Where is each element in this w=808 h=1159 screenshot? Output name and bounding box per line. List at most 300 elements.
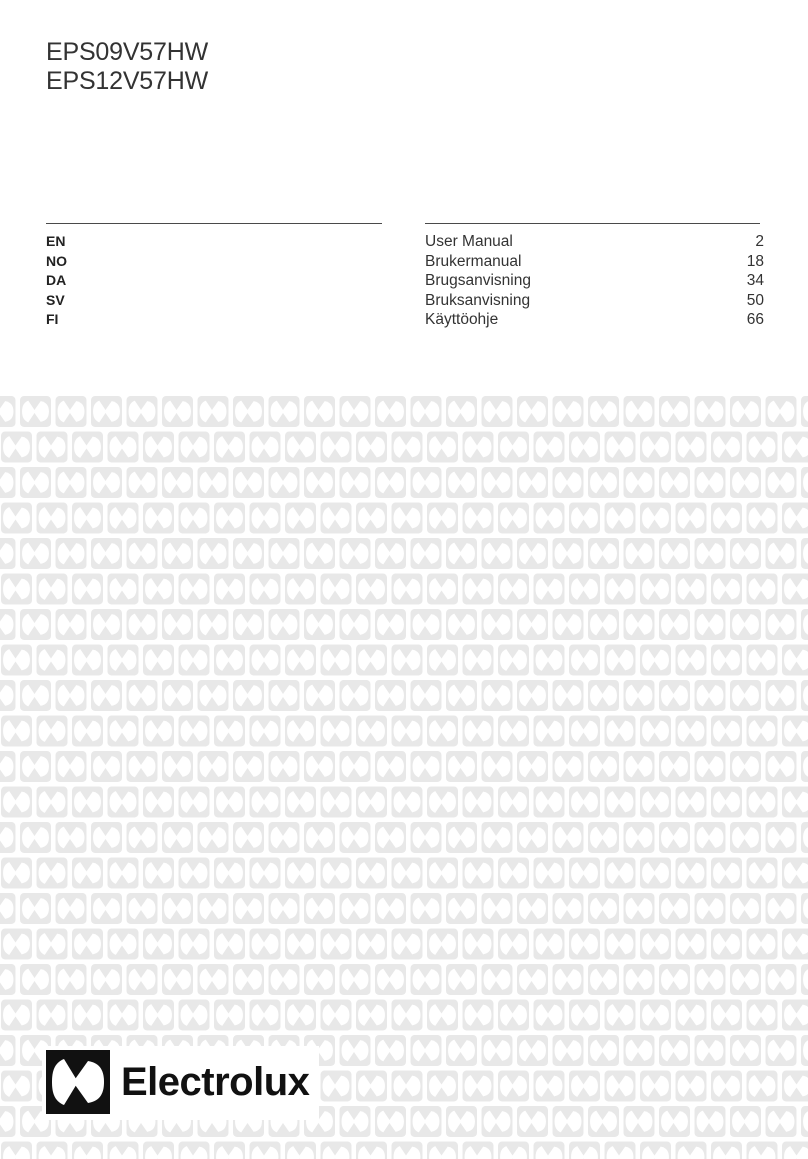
contents-row xyxy=(425,291,764,311)
pattern-tile xyxy=(214,716,245,747)
pattern-tile xyxy=(588,893,619,924)
pattern-tile xyxy=(624,396,655,427)
pattern-tile xyxy=(605,503,636,534)
pattern-tile xyxy=(0,822,16,853)
pattern-tile xyxy=(127,751,158,782)
pattern-tile xyxy=(1,503,32,534)
pattern-tile xyxy=(37,574,68,605)
pattern-tile xyxy=(782,929,808,960)
pattern-tile xyxy=(179,503,210,534)
pattern-tile xyxy=(0,538,16,569)
pattern-tile xyxy=(143,1000,174,1031)
pattern-tile xyxy=(553,609,584,640)
pattern-tile xyxy=(498,1142,529,1159)
pattern-tile xyxy=(730,893,761,924)
pattern-tile xyxy=(534,432,565,463)
pattern-tile xyxy=(375,609,406,640)
manual-title: Bruksanvisning xyxy=(425,291,531,309)
pattern-tile xyxy=(605,858,636,889)
pattern-tile xyxy=(1,1000,32,1031)
pattern-tile xyxy=(624,538,655,569)
pattern-tile xyxy=(553,822,584,853)
pattern-tile xyxy=(375,396,406,427)
pattern-tile xyxy=(446,964,477,995)
pattern-tile xyxy=(766,964,797,995)
page-number: 2 xyxy=(755,233,764,250)
pattern-tile xyxy=(553,1035,584,1066)
pattern-tile xyxy=(0,1035,16,1066)
pattern-tile xyxy=(162,964,193,995)
pattern-tile xyxy=(553,893,584,924)
pattern-tile xyxy=(747,716,778,747)
pattern-tile xyxy=(730,1035,761,1066)
pattern-tile xyxy=(392,1000,423,1031)
page-number: 50 xyxy=(746,291,764,309)
pattern-tile xyxy=(782,432,808,463)
pattern-tile xyxy=(37,787,68,818)
pattern-tile xyxy=(108,503,139,534)
pattern-tile xyxy=(640,929,671,960)
pattern-tile xyxy=(0,893,16,924)
pattern-tile xyxy=(747,1142,778,1159)
pattern-tile xyxy=(127,396,158,427)
pattern-tile xyxy=(56,964,87,995)
pattern-tile xyxy=(446,751,477,782)
pattern-tile xyxy=(463,574,494,605)
pattern-tile xyxy=(375,751,406,782)
pattern-tile xyxy=(676,1071,707,1102)
pattern-tile xyxy=(108,1142,139,1159)
pattern-tile xyxy=(624,1035,655,1066)
pattern-tile xyxy=(162,538,193,569)
pattern-tile xyxy=(801,1106,808,1137)
page-number: 18 xyxy=(746,252,764,270)
pattern-tile xyxy=(127,964,158,995)
pattern-tile xyxy=(37,432,68,463)
pattern-tile xyxy=(0,1106,16,1137)
pattern-tile xyxy=(0,964,16,995)
pattern-tile xyxy=(340,893,371,924)
pattern-tile xyxy=(411,467,442,498)
pattern-tile xyxy=(269,751,300,782)
pattern-tile xyxy=(766,751,797,782)
pattern-tile xyxy=(356,1000,387,1031)
pattern-tile xyxy=(427,929,458,960)
pattern-tile xyxy=(730,396,761,427)
pattern-tile xyxy=(517,396,548,427)
manual-title: Brukermanual xyxy=(425,252,522,270)
pattern-tile xyxy=(108,716,139,747)
pattern-tile xyxy=(782,645,808,676)
pattern-tile xyxy=(695,467,726,498)
pattern-tile xyxy=(588,467,619,498)
brand-logo xyxy=(42,1046,319,1120)
pattern-tile xyxy=(340,822,371,853)
pattern-tile xyxy=(198,609,229,640)
pattern-tile xyxy=(233,609,264,640)
pattern-tile xyxy=(356,716,387,747)
model-number: EPS09V57HW xyxy=(46,38,208,66)
pattern-tile xyxy=(91,964,122,995)
pattern-tile xyxy=(482,822,513,853)
pattern-tile xyxy=(801,893,808,924)
pattern-tile xyxy=(56,396,87,427)
pattern-tile xyxy=(605,574,636,605)
pattern-tile xyxy=(640,858,671,889)
pattern-tile xyxy=(250,858,281,889)
pattern-tile xyxy=(782,1071,808,1102)
pattern-tile xyxy=(605,929,636,960)
pattern-tile xyxy=(0,467,16,498)
pattern-tile xyxy=(0,751,16,782)
pattern-tile xyxy=(143,574,174,605)
pattern-tile xyxy=(285,929,316,960)
pattern-tile xyxy=(711,716,742,747)
pattern-tile xyxy=(676,858,707,889)
pattern-tile xyxy=(766,680,797,711)
pattern-tile xyxy=(321,1142,352,1159)
pattern-tile xyxy=(214,645,245,676)
pattern-tile xyxy=(1,1071,32,1102)
pattern-tile xyxy=(463,1000,494,1031)
pattern-tile xyxy=(695,1106,726,1137)
pattern-tile xyxy=(676,432,707,463)
pattern-tile xyxy=(143,503,174,534)
pattern-tile xyxy=(356,432,387,463)
pattern-tile xyxy=(72,1000,103,1031)
pattern-tile xyxy=(411,1106,442,1137)
pattern-tile xyxy=(711,858,742,889)
pattern-tile xyxy=(1,858,32,889)
pattern-tile xyxy=(695,538,726,569)
pattern-tile xyxy=(162,893,193,924)
pattern-tile xyxy=(747,503,778,534)
language-code: SV xyxy=(46,291,65,308)
pattern-tile xyxy=(321,432,352,463)
pattern-tile xyxy=(198,467,229,498)
pattern-tile xyxy=(676,1142,707,1159)
pattern-tile xyxy=(375,1106,406,1137)
pattern-tile xyxy=(198,751,229,782)
pattern-tile xyxy=(482,893,513,924)
pattern-tile xyxy=(304,822,335,853)
pattern-tile xyxy=(446,893,477,924)
pattern-tile xyxy=(534,645,565,676)
pattern-tile xyxy=(569,1142,600,1159)
pattern-tile xyxy=(517,680,548,711)
pattern-tile xyxy=(640,645,671,676)
page-number: 66 xyxy=(746,311,764,328)
pattern-tile xyxy=(624,467,655,498)
pattern-tile xyxy=(498,574,529,605)
pattern-tile xyxy=(605,1142,636,1159)
pattern-tile xyxy=(20,396,51,427)
pattern-tile xyxy=(588,1106,619,1137)
pattern-tile xyxy=(676,1000,707,1031)
pattern-tile xyxy=(356,858,387,889)
pattern-tile xyxy=(730,680,761,711)
manual-contents xyxy=(425,232,764,330)
pattern-tile xyxy=(0,396,16,427)
language-code: EN xyxy=(46,233,66,249)
pattern-tile xyxy=(91,467,122,498)
pattern-tile xyxy=(659,751,690,782)
pattern-tile xyxy=(321,503,352,534)
pattern-tile xyxy=(463,787,494,818)
pattern-tile xyxy=(233,538,264,569)
pattern-tile xyxy=(304,609,335,640)
pattern-tile xyxy=(37,1142,68,1159)
pattern-tile xyxy=(20,751,51,782)
pattern-tile xyxy=(250,503,281,534)
pattern-tile xyxy=(588,609,619,640)
pattern-tile xyxy=(659,396,690,427)
pattern-tile xyxy=(56,822,87,853)
pattern-tile xyxy=(659,680,690,711)
pattern-tile xyxy=(782,1142,808,1159)
pattern-tile xyxy=(534,1000,565,1031)
pattern-tile xyxy=(198,822,229,853)
pattern-tile xyxy=(72,574,103,605)
pattern-tile xyxy=(463,1071,494,1102)
pattern-tile xyxy=(427,787,458,818)
pattern-tile xyxy=(162,822,193,853)
pattern-tile xyxy=(624,609,655,640)
electrolux-logo-icon xyxy=(46,1050,110,1114)
pattern-tile xyxy=(730,1106,761,1137)
pattern-tile xyxy=(321,929,352,960)
pattern-tile xyxy=(640,574,671,605)
pattern-tile xyxy=(605,1071,636,1102)
pattern-tile xyxy=(198,680,229,711)
pattern-tile xyxy=(179,1000,210,1031)
pattern-tile xyxy=(498,432,529,463)
pattern-tile xyxy=(127,609,158,640)
pattern-tile xyxy=(695,1035,726,1066)
pattern-tile xyxy=(250,1142,281,1159)
pattern-tile xyxy=(498,929,529,960)
pattern-tile xyxy=(711,1071,742,1102)
pattern-tile xyxy=(37,858,68,889)
pattern-tile xyxy=(498,787,529,818)
pattern-tile xyxy=(56,893,87,924)
pattern-tile xyxy=(517,538,548,569)
pattern-tile xyxy=(91,751,122,782)
pattern-tile xyxy=(569,858,600,889)
divider-left xyxy=(46,223,382,224)
pattern-tile xyxy=(72,1142,103,1159)
pattern-tile xyxy=(233,751,264,782)
pattern-tile xyxy=(730,609,761,640)
pattern-tile xyxy=(695,609,726,640)
pattern-tile xyxy=(482,964,513,995)
pattern-tile xyxy=(250,929,281,960)
pattern-tile xyxy=(640,716,671,747)
pattern-tile xyxy=(659,538,690,569)
pattern-tile xyxy=(711,787,742,818)
pattern-tile xyxy=(482,1035,513,1066)
pattern-tile xyxy=(375,467,406,498)
pattern-tile xyxy=(375,822,406,853)
pattern-tile xyxy=(321,1071,352,1102)
pattern-tile xyxy=(179,574,210,605)
pattern-tile xyxy=(427,1000,458,1031)
pattern-tile xyxy=(730,467,761,498)
pattern-tile xyxy=(569,716,600,747)
pattern-tile xyxy=(766,822,797,853)
pattern-tile xyxy=(553,467,584,498)
pattern-tile xyxy=(766,1106,797,1137)
pattern-tile xyxy=(321,574,352,605)
pattern-tile xyxy=(143,858,174,889)
pattern-tile xyxy=(534,929,565,960)
pattern-tile xyxy=(782,1000,808,1031)
pattern-tile xyxy=(20,822,51,853)
pattern-tile xyxy=(1,929,32,960)
pattern-tile xyxy=(72,716,103,747)
pattern-tile xyxy=(304,680,335,711)
pattern-tile xyxy=(624,893,655,924)
pattern-tile xyxy=(411,538,442,569)
pattern-tile xyxy=(463,858,494,889)
pattern-tile xyxy=(162,680,193,711)
pattern-tile xyxy=(127,893,158,924)
pattern-tile xyxy=(747,432,778,463)
pattern-tile xyxy=(356,574,387,605)
language-code: DA xyxy=(46,272,67,288)
pattern-tile xyxy=(127,467,158,498)
pattern-tile xyxy=(730,964,761,995)
pattern-tile xyxy=(411,822,442,853)
language-code: FI xyxy=(46,311,59,327)
pattern-tile xyxy=(427,716,458,747)
pattern-tile xyxy=(392,432,423,463)
contents-row xyxy=(425,232,764,252)
pattern-tile xyxy=(340,467,371,498)
pattern-tile xyxy=(676,787,707,818)
pattern-tile xyxy=(517,822,548,853)
pattern-tile xyxy=(624,680,655,711)
pattern-tile xyxy=(411,609,442,640)
pattern-tile xyxy=(695,396,726,427)
pattern-tile xyxy=(482,609,513,640)
contents-row xyxy=(425,310,764,330)
pattern-tile xyxy=(37,1000,68,1031)
pattern-tile xyxy=(624,964,655,995)
pattern-tile xyxy=(553,751,584,782)
pattern-tile xyxy=(569,1000,600,1031)
pattern-tile xyxy=(801,609,808,640)
pattern-tile xyxy=(20,538,51,569)
pattern-tile xyxy=(427,1142,458,1159)
pattern-tile xyxy=(0,609,16,640)
brand-name: Electrolux xyxy=(121,1060,310,1104)
pattern-tile xyxy=(269,467,300,498)
pattern-tile xyxy=(801,538,808,569)
pattern-tile xyxy=(179,432,210,463)
pattern-tile xyxy=(340,609,371,640)
pattern-tile xyxy=(411,680,442,711)
pattern-tile xyxy=(517,609,548,640)
pattern-tile xyxy=(179,929,210,960)
manual-title: Brugsanvisning xyxy=(425,272,531,289)
pattern-tile xyxy=(108,929,139,960)
pattern-tile xyxy=(801,964,808,995)
pattern-tile xyxy=(782,574,808,605)
pattern-tile xyxy=(1,574,32,605)
language-codes xyxy=(46,232,67,330)
pattern-tile xyxy=(801,467,808,498)
pattern-tile xyxy=(534,574,565,605)
pattern-tile xyxy=(269,893,300,924)
pattern-tile xyxy=(143,787,174,818)
pattern-tile xyxy=(534,858,565,889)
pattern-tile xyxy=(569,787,600,818)
pattern-tile xyxy=(498,1000,529,1031)
pattern-tile xyxy=(498,645,529,676)
contents-row xyxy=(425,271,764,291)
pattern-tile xyxy=(321,787,352,818)
pattern-tile xyxy=(463,716,494,747)
pattern-tile xyxy=(782,716,808,747)
pattern-tile xyxy=(304,538,335,569)
pattern-tile xyxy=(56,538,87,569)
pattern-tile xyxy=(143,645,174,676)
pattern-tile xyxy=(392,858,423,889)
pattern-tile xyxy=(747,574,778,605)
pattern-tile xyxy=(446,1035,477,1066)
pattern-tile xyxy=(269,609,300,640)
pattern-tile xyxy=(356,1071,387,1102)
pattern-tile xyxy=(162,609,193,640)
pattern-tile xyxy=(640,503,671,534)
pattern-tile xyxy=(179,716,210,747)
pattern-tile xyxy=(569,645,600,676)
pattern-tile xyxy=(233,822,264,853)
pattern-tile xyxy=(214,432,245,463)
pattern-tile xyxy=(179,645,210,676)
pattern-tile xyxy=(321,1000,352,1031)
pattern-tile xyxy=(20,467,51,498)
pattern-tile xyxy=(517,893,548,924)
manual-title: User Manual xyxy=(425,233,513,250)
model-number: EPS12V57HW xyxy=(46,67,208,95)
pattern-tile xyxy=(553,680,584,711)
pattern-tile xyxy=(340,396,371,427)
pattern-tile xyxy=(356,503,387,534)
pattern-tile xyxy=(766,1035,797,1066)
pattern-tile xyxy=(427,645,458,676)
pattern-tile xyxy=(1,787,32,818)
pattern-tile xyxy=(37,503,68,534)
pattern-tile xyxy=(162,396,193,427)
pattern-tile xyxy=(446,822,477,853)
divider-right xyxy=(425,223,760,224)
pattern-tile xyxy=(801,751,808,782)
pattern-tile xyxy=(392,929,423,960)
pattern-tile xyxy=(321,858,352,889)
pattern-tile xyxy=(711,1142,742,1159)
pattern-tile xyxy=(605,716,636,747)
pattern-tile xyxy=(711,1000,742,1031)
pattern-tile xyxy=(250,716,281,747)
pattern-tile xyxy=(72,787,103,818)
pattern-tile xyxy=(127,680,158,711)
pattern-tile xyxy=(553,538,584,569)
pattern-tile xyxy=(108,432,139,463)
pattern-tile xyxy=(517,1035,548,1066)
pattern-tile xyxy=(340,538,371,569)
